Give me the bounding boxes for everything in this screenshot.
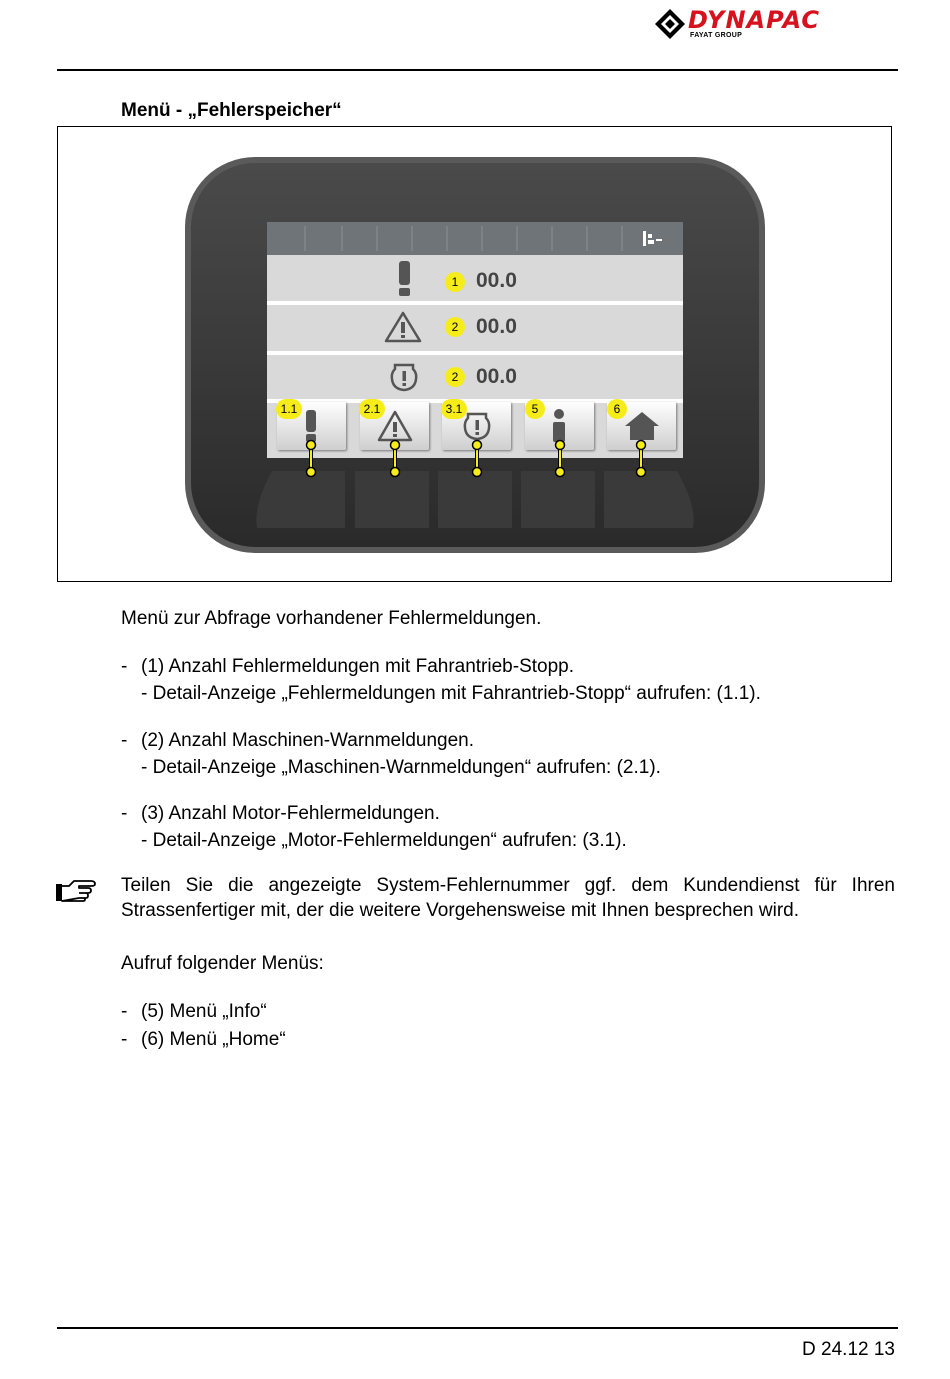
header-rule [57,69,898,71]
menus-intro: Aufruf folgender Menüs: [121,953,324,974]
menu-home-item: (6) Menü „Home“ [141,1029,286,1050]
softkey-callout: 3.1 [441,399,467,419]
dynapac-logo [652,6,902,44]
callout-badge: 2 [445,317,465,337]
menu-info-item: (5) Menü „Info“ [141,1001,267,1022]
softkey-callout: 2.1 [359,399,385,419]
item-2-sub: - Detail-Anzeige „Maschinen-Warnmeldungen“ aufrufen: (2.1). [141,757,661,778]
engine-fault-count-value: 00.0 [476,365,517,388]
item-3-sub: - Detail-Anzeige „Motor-Fehlermeldungen“ aufrufen: (3.1). [141,830,627,851]
item-2-main: (2) Anzahl Maschinen-Warnmeldungen. [141,730,475,751]
list-dash: - [121,1029,128,1050]
warning-count-value: 00.0 [476,315,517,338]
item-3-main: (3) Anzahl Motor-Fehlermeldungen. [141,803,440,824]
item-1-main: (1) Anzahl Fehlermeldungen mit Fahrantrieb-Stopp. [141,656,575,677]
section-title: Menü - „Fehlerspeicher“ [121,100,342,121]
callout-badge: 2 [445,367,465,387]
pointing-hand-icon [55,877,97,903]
document-code: D 24.12 13 [802,1339,895,1360]
dynapac-diamond-icon [652,6,688,42]
footer-rule [57,1327,898,1329]
intro-text: Menü zur Abfrage vorhandener Fehlermeldungen. [121,608,542,629]
fault-count-value: 00.0 [476,269,517,292]
brand-name: DYNAPAC [688,6,820,34]
softkey-callout: 6 [607,399,627,419]
softkey-callout: 1.1 [276,399,302,419]
softkey-callout: 5 [525,399,545,419]
key-connector-lines [58,127,893,583]
list-dash: - [121,803,128,824]
callout-badge: 1 [445,272,465,292]
list-dash: - [121,730,128,751]
brand-group: FAYAT GROUP [690,32,743,39]
item-1-sub: - Detail-Anzeige „Fehlermeldungen mit Fahrantrieb-Stopp“ aufrufen: (1.1). [141,683,761,704]
note-text: Teilen Sie die angezeigte System-Fehlernummer ggf. dem Kundendienst für Ihren Strassenfertiger mit, der die weitere Vorgehensweise mit Ihnen besprechen wird. [121,875,895,921]
list-dash: - [121,656,128,677]
list-dash: - [121,1001,128,1022]
figure-frame [57,126,892,582]
